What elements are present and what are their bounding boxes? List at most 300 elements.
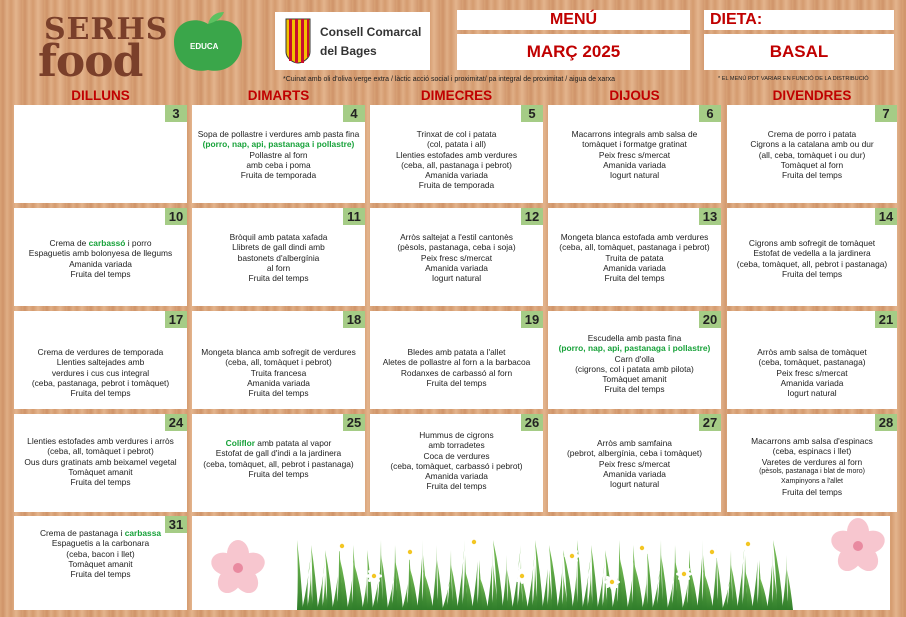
menu-line xyxy=(192,232,365,242)
menu-line xyxy=(370,139,543,149)
day-number: 12 xyxy=(521,208,543,225)
menu-line xyxy=(192,438,365,448)
menu-line-text: Fruita del temps xyxy=(604,384,665,395)
daisy-icon xyxy=(466,534,482,550)
menu-label: MENÚ xyxy=(549,11,598,28)
menu-line-text: Coca de verdures xyxy=(423,450,490,461)
menu-line xyxy=(192,347,365,357)
day-number: 18 xyxy=(343,311,365,328)
menu-line-text: Amanida variada xyxy=(247,377,310,388)
menu-cell-day-28 xyxy=(727,414,897,512)
menu-line xyxy=(14,269,187,279)
menu-line xyxy=(727,129,897,139)
menu-line-text: Truita francesa xyxy=(250,367,307,378)
council-name-line2: del Bages xyxy=(320,44,377,58)
menu-line-text: Amanida variada xyxy=(425,170,488,181)
daisy-icon xyxy=(402,544,418,560)
menu-line-text: Escudella amb pasta fina xyxy=(587,333,682,343)
menu-line-text: (ceba, espinacs i llet) xyxy=(772,446,852,457)
menu-line xyxy=(370,440,543,450)
menu-line-text: Cigrons a la catalana amb ou dur xyxy=(750,139,874,150)
logo-text-top: SERHS xyxy=(44,12,169,47)
menu-line-text: Tomàquet amanit xyxy=(602,374,667,385)
menu-line-text: Fruita del temps xyxy=(248,468,309,479)
menu-line xyxy=(192,170,365,180)
menu-line xyxy=(548,160,721,170)
day-number: 27 xyxy=(699,414,721,431)
menu-cell-day-26 xyxy=(370,414,543,512)
menu-line xyxy=(370,430,543,440)
highlighted-ingredient: carbassó xyxy=(88,238,126,248)
menu-cell-day-3 xyxy=(14,105,187,203)
month-title: MARÇ 2025 xyxy=(526,42,621,61)
grass-blade xyxy=(577,540,583,610)
menu-line xyxy=(370,180,543,190)
day-number: 17 xyxy=(165,311,187,328)
menu-line-text: amb torradetes xyxy=(428,440,485,451)
logo-text-bottom: food xyxy=(38,36,143,87)
menu-cell-day-6 xyxy=(548,105,721,203)
menu-line xyxy=(727,457,897,467)
menu-line-text: (all, ceba, tomàquet i ou dur) xyxy=(758,149,866,160)
daisy-icon xyxy=(740,536,756,552)
menu-line xyxy=(548,129,721,139)
day-header-wednesday: DIMECRES xyxy=(420,88,493,103)
menu-line xyxy=(548,150,721,160)
menu-items xyxy=(14,347,187,398)
menu-line-text: al forn xyxy=(266,262,291,273)
menu-line xyxy=(192,459,365,469)
grass-flowers-illustration xyxy=(192,516,890,610)
menu-line xyxy=(192,448,365,458)
menu-cell-day-31 xyxy=(14,516,187,610)
menu-line-text: Iogurt natural xyxy=(609,170,660,181)
grass-blade xyxy=(297,540,303,610)
grass-blade xyxy=(487,550,493,610)
menu-line-text: Fruita del temps xyxy=(426,377,487,388)
menu-line xyxy=(727,139,897,149)
menu-line-text: Fruita del temps xyxy=(248,388,309,399)
daisy-icon xyxy=(634,540,650,556)
menu-line xyxy=(192,368,365,378)
menu-line xyxy=(548,273,721,283)
day-number: 6 xyxy=(699,105,721,122)
menu-line xyxy=(548,448,721,458)
menu-line-text: Fruita del temps xyxy=(70,569,131,580)
menu-line-text: (pèsols, pastanaga i blat de moro) xyxy=(759,467,865,475)
menu-line-text: Iogurt natural xyxy=(431,273,482,284)
menu-line-text: amb patata al vapor xyxy=(254,438,332,448)
day-number: 13 xyxy=(699,208,721,225)
menu-line-text: Fruita del temps xyxy=(70,477,131,488)
menu-line-text: Tomàquet al forn xyxy=(780,159,844,170)
menu-line-text: Llibrets de gall dindi amb xyxy=(232,242,325,253)
menu-cell-day-5 xyxy=(370,105,543,203)
grass-blade xyxy=(572,565,578,610)
spring-decoration xyxy=(192,516,890,610)
menu-items xyxy=(727,347,897,398)
menu-line-text: Amanida variada xyxy=(425,262,488,273)
menu-line xyxy=(14,446,187,456)
menu-line-text: Llenties saltejades amb xyxy=(56,357,145,368)
menu-line-text: Mongeta blanca amb sofregit de verdures xyxy=(201,347,356,357)
day-number: 26 xyxy=(521,414,543,431)
menu-line-text: Truita de patata xyxy=(605,252,664,263)
menu-line-text: (ceba, tomàquet, all, pebrot i pastanaga) xyxy=(736,258,888,269)
menu-line xyxy=(727,160,897,170)
menu-line xyxy=(192,139,365,149)
menu-line-text: Amanida variada xyxy=(69,258,132,269)
menu-line-text: Fruita del temps xyxy=(781,487,843,498)
menu-line xyxy=(14,368,187,378)
grass-blade xyxy=(782,555,788,610)
menu-line-text: Amanida variada xyxy=(603,159,666,170)
menu-cell-day-12 xyxy=(370,208,543,306)
menu-line xyxy=(727,357,897,367)
menu-items xyxy=(370,232,543,283)
menu-line xyxy=(14,457,187,467)
menu-line xyxy=(548,242,721,252)
menu-line xyxy=(548,263,721,273)
menu-cell-day-25 xyxy=(192,414,365,512)
menu-line-text: Crema de porro i patata xyxy=(767,129,857,139)
menu-line xyxy=(14,248,187,258)
grass-blade xyxy=(507,570,513,610)
daisy-icon xyxy=(366,568,382,584)
menu-line-text: Crema de pastanaga i xyxy=(39,528,125,538)
menu-line xyxy=(192,263,365,273)
menu-items xyxy=(192,232,365,283)
menu-line xyxy=(548,354,721,364)
grass-blade xyxy=(362,575,368,610)
menu-line xyxy=(14,538,187,548)
diet-label: DIETA: xyxy=(710,11,763,28)
grass-blade xyxy=(787,570,793,610)
menu-line xyxy=(727,170,897,180)
menu-line-text: Amanida variada xyxy=(603,468,666,479)
day-number: 14 xyxy=(875,208,897,225)
menu-line-text: Pollastre al forn xyxy=(249,149,308,160)
daisy-icon xyxy=(514,568,530,584)
menu-line-text: Amanida variada xyxy=(603,262,666,273)
menu-cell-day-27 xyxy=(548,414,721,512)
menu-line xyxy=(14,528,187,538)
menu-line xyxy=(370,347,543,357)
menu-line-text: Llenties estofades amb verdures i arròs xyxy=(27,436,174,446)
menu-line xyxy=(548,479,721,489)
menu-line xyxy=(370,129,543,139)
menu-line xyxy=(548,139,721,149)
day-number: 10 xyxy=(165,208,187,225)
day-number: 20 xyxy=(699,311,721,328)
menu-line-text: Varetes de verdures al forn xyxy=(761,456,863,467)
grass-blade xyxy=(717,560,723,610)
menu-line xyxy=(727,269,897,279)
menu-line-text: (porro, nap, api, pastanaga i pollastre) xyxy=(202,139,355,150)
menu-line xyxy=(548,170,721,180)
menu-line xyxy=(548,374,721,384)
menu-items xyxy=(727,436,897,498)
menu-line xyxy=(192,242,365,252)
menu-items xyxy=(14,436,187,487)
grass-blade xyxy=(557,560,563,610)
daisy-icon xyxy=(334,538,350,554)
menu-items xyxy=(192,129,365,180)
menu-items xyxy=(548,438,721,489)
grass-blade xyxy=(697,540,703,610)
menu-line-text: (ceba, all, pastanaga i pebrot) xyxy=(401,159,512,170)
grass-blade xyxy=(642,575,648,610)
menu-line-text: Crema de xyxy=(49,238,89,248)
menu-line xyxy=(548,333,721,343)
highlighted-ingredient: Coliflor xyxy=(225,438,255,448)
menu-line xyxy=(14,388,187,398)
menu-line xyxy=(370,150,543,160)
menu-line-text: Peix fresc s/mercat xyxy=(598,149,671,160)
menu-line-text: Fruita del temps xyxy=(426,481,487,492)
menu-line xyxy=(370,481,543,491)
diet-box xyxy=(704,34,894,70)
highlighted-ingredient: carbassa xyxy=(124,528,162,538)
menu-cell-day-19 xyxy=(370,311,543,409)
menu-line-text: Cigrons amb sofregit de tomàquet xyxy=(748,238,876,248)
day-number: 24 xyxy=(165,414,187,431)
menu-line xyxy=(548,232,721,242)
menu-line-text: Bledes amb patata a l'allet xyxy=(407,347,506,357)
menu-line xyxy=(727,487,897,497)
grass-blade xyxy=(347,570,353,610)
day-number: 3 xyxy=(165,105,187,122)
menu-line xyxy=(192,253,365,263)
day-number: 21 xyxy=(875,311,897,328)
menu-line-text: (porro, nap, api, pastanaga i pollastre) xyxy=(558,343,711,354)
menu-line xyxy=(14,436,187,446)
menu-cell-day-11 xyxy=(192,208,365,306)
menu-line xyxy=(370,170,543,180)
council-name-line1: Consell Comarcal xyxy=(320,25,422,39)
menu-line xyxy=(14,259,187,269)
menu-line-text: (col, patata i all) xyxy=(426,139,487,150)
menu-line-text: (ceba, bacon i llet) xyxy=(66,548,135,559)
menu-line xyxy=(192,469,365,479)
menu-line xyxy=(192,160,365,170)
menu-items xyxy=(192,438,365,479)
menu-cell-day-14 xyxy=(727,208,897,306)
menu-line xyxy=(14,347,187,357)
menu-line-text: Fruita del temps xyxy=(70,268,131,279)
menu-line-text: (pèsols, pastanaga, ceba i soja) xyxy=(397,242,516,253)
menu-line-text: (ceba, tomàquet, all, pebrot i pastanaga) xyxy=(203,458,354,469)
menu-line xyxy=(727,388,897,398)
menu-line-text: Peix fresc s/mercat xyxy=(776,367,848,378)
menu-line xyxy=(548,384,721,394)
daisy-icon xyxy=(676,566,692,582)
menu-line-text: Fruita del temps xyxy=(604,273,665,284)
day-number: 28 xyxy=(875,414,897,431)
council-logo xyxy=(275,12,430,70)
grass-blade xyxy=(647,550,653,610)
menu-line-text: Sopa de pollastre i verdures amb pasta fina xyxy=(197,129,360,139)
menu-line-text: Estofat de vedella a la jardinera xyxy=(753,248,871,259)
menu-line-text: amb ceba i poma xyxy=(246,159,311,170)
day-header-friday: DIVENDRES xyxy=(772,88,852,103)
menu-line xyxy=(192,150,365,160)
menu-line xyxy=(727,347,897,357)
menu-line-text: i porro xyxy=(125,238,152,248)
menu-line-text: (ceba, pastanaga, pebrot i tomàquet) xyxy=(31,377,170,388)
menu-line-text: verdures i cus cus integral xyxy=(51,367,150,378)
menu-line-text: Fruita del temps xyxy=(781,170,843,181)
menu-line-text: Trinxat de col i patata xyxy=(416,129,497,139)
menu-line xyxy=(14,549,187,559)
menu-items xyxy=(370,129,543,191)
daisy-icon xyxy=(564,548,580,564)
menu-items xyxy=(370,430,543,492)
menu-line-text: Espaguetis a la carbonara xyxy=(51,538,150,549)
menu-line-text: bastonets d'albergínia xyxy=(237,252,320,263)
grass-blade xyxy=(417,540,423,610)
menu-line-text: Rodanxes de carbassó al forn xyxy=(400,367,513,378)
menu-cell-day-20 xyxy=(548,311,721,409)
menu-line xyxy=(548,253,721,263)
menu-line-text: (cigrons, col i patata amb pilota) xyxy=(575,363,694,374)
day-number: 25 xyxy=(343,414,365,431)
menu-line xyxy=(192,273,365,283)
menu-line-text: Hummus de cigrons xyxy=(419,430,494,440)
menu-cell-day-24 xyxy=(14,414,187,512)
diet-value: BASAL xyxy=(769,42,829,61)
apple-label: EDUCA xyxy=(190,42,219,51)
menu-line xyxy=(14,238,187,248)
menu-line xyxy=(727,238,897,248)
menu-cell-day-17 xyxy=(14,311,187,409)
menu-line-text: Amanida variada xyxy=(780,377,844,388)
menu-line-text: Llenties estofades amb verdures xyxy=(395,149,518,160)
menu-line-text: tomàquet i formatge gratinat xyxy=(582,139,687,150)
menu-cell-day-21 xyxy=(727,311,897,409)
menu-line xyxy=(192,357,365,367)
menu-line xyxy=(370,368,543,378)
menu-line-text: Aletes de pollastre al forn a la barbacoa xyxy=(382,357,531,368)
serhs-food-logo xyxy=(14,6,169,87)
daisy-icon xyxy=(704,544,720,560)
menu-items xyxy=(14,528,187,579)
menu-items xyxy=(548,232,721,283)
menu-line xyxy=(548,469,721,479)
menu-cell-day-10 xyxy=(14,208,187,306)
grass-blade xyxy=(307,570,313,610)
menu-line-text: Fruita del temps xyxy=(248,273,309,284)
menu-line xyxy=(727,248,897,258)
menu-line-text: Tomàquet amanit xyxy=(68,466,133,477)
menu-line-text: Ous durs gratinats amb beixamel vegetal xyxy=(24,456,177,467)
menu-items xyxy=(548,129,721,180)
menu-line-text: Bròquil amb patata xafada xyxy=(229,232,328,242)
menu-line-text: Peix fresc s/mercat xyxy=(420,252,493,263)
menu-line-text: Arròs amb samfaina xyxy=(597,438,672,448)
menu-line xyxy=(370,263,543,273)
menu-line-text: Macarrons integrals amb salsa de xyxy=(571,129,698,139)
menu-line xyxy=(727,446,897,456)
menu-items xyxy=(14,238,187,279)
menu-line-text: Mongeta blanca estofada amb verdures xyxy=(560,232,709,242)
day-header-monday: DILLUNS xyxy=(71,88,130,103)
menu-line xyxy=(548,364,721,374)
menu-line-text: Peix fresc s/mercat xyxy=(598,458,671,469)
menu-line xyxy=(370,242,543,252)
menu-line xyxy=(370,378,543,388)
menu-cell-day-13 xyxy=(548,208,721,306)
council-shield-icon xyxy=(285,18,311,64)
menu-line xyxy=(727,378,897,388)
grass-blade xyxy=(627,570,633,610)
day-number: 4 xyxy=(343,105,365,122)
menu-line xyxy=(727,436,897,446)
menu-line xyxy=(14,477,187,487)
menu-label-box xyxy=(457,10,690,30)
menu-line xyxy=(370,273,543,283)
month-box xyxy=(457,34,690,70)
menu-items xyxy=(548,333,721,395)
cooking-note: *Cuinat amb oli d'oliva verge extra / làctic acció social i proximitat/ pa integral de proximitat / aigua de xarxa xyxy=(283,76,616,83)
day-header-thursday: DIJOUS xyxy=(609,88,660,103)
day-number: 11 xyxy=(343,208,365,225)
menu-items xyxy=(727,129,897,180)
menu-cell-day-4 xyxy=(192,105,365,203)
menu-cell-day-7 xyxy=(727,105,897,203)
menu-line xyxy=(14,378,187,388)
menu-line xyxy=(727,477,897,487)
menu-line xyxy=(370,471,543,481)
menu-line xyxy=(370,232,543,242)
menu-line-text: Tomàquet amanit xyxy=(68,558,133,569)
menu-line-text: Crema de verdures de temporada xyxy=(37,347,164,357)
menu-line-text: Macarrons amb salsa d'espinacs xyxy=(751,436,873,446)
menu-line xyxy=(727,467,897,477)
menu-items xyxy=(192,347,365,398)
menu-items xyxy=(727,238,897,279)
day-number: 5 xyxy=(521,105,543,122)
menu-line-text: Fruita del temps xyxy=(70,388,131,399)
menu-line-text: Fruita de temporada xyxy=(418,180,495,191)
menu-line-text: (ceba, tomàquet, pastanaga) xyxy=(758,357,866,368)
menu-line xyxy=(370,160,543,170)
menu-line xyxy=(548,343,721,353)
menu-line xyxy=(548,438,721,448)
grass-blade xyxy=(437,560,443,610)
menu-cell-day-18 xyxy=(192,311,365,409)
menu-line xyxy=(14,559,187,569)
diet-label-box xyxy=(704,10,894,30)
distribution-note: * EL MENÚ POT VARIAR EN FUNCIÓ DE LA DISTRIBUCIÓ xyxy=(718,76,869,82)
menu-line-text: (pebrot, albergínia, ceba i tomàquet) xyxy=(566,448,702,459)
menu-line xyxy=(370,253,543,263)
menu-line-text: (ceba, all, tomàquet, pastanaga i pebrot) xyxy=(559,242,710,253)
menu-line xyxy=(727,150,897,160)
day-number: 7 xyxy=(875,105,897,122)
grass-blade xyxy=(502,555,508,610)
menu-line-text: Espaguetis amb bolonyesa de llegums xyxy=(28,248,173,259)
menu-line-text: Iogurt natural xyxy=(787,388,837,399)
menu-line xyxy=(370,357,543,367)
menu-line xyxy=(548,459,721,469)
grass-blade xyxy=(432,545,438,610)
menu-line xyxy=(14,357,187,367)
menu-line-text: Fruita de temporada xyxy=(240,170,317,181)
menu-line-text: Arròs amb salsa de tomàquet xyxy=(757,347,867,357)
menu-items xyxy=(370,347,543,388)
menu-line xyxy=(727,259,897,269)
